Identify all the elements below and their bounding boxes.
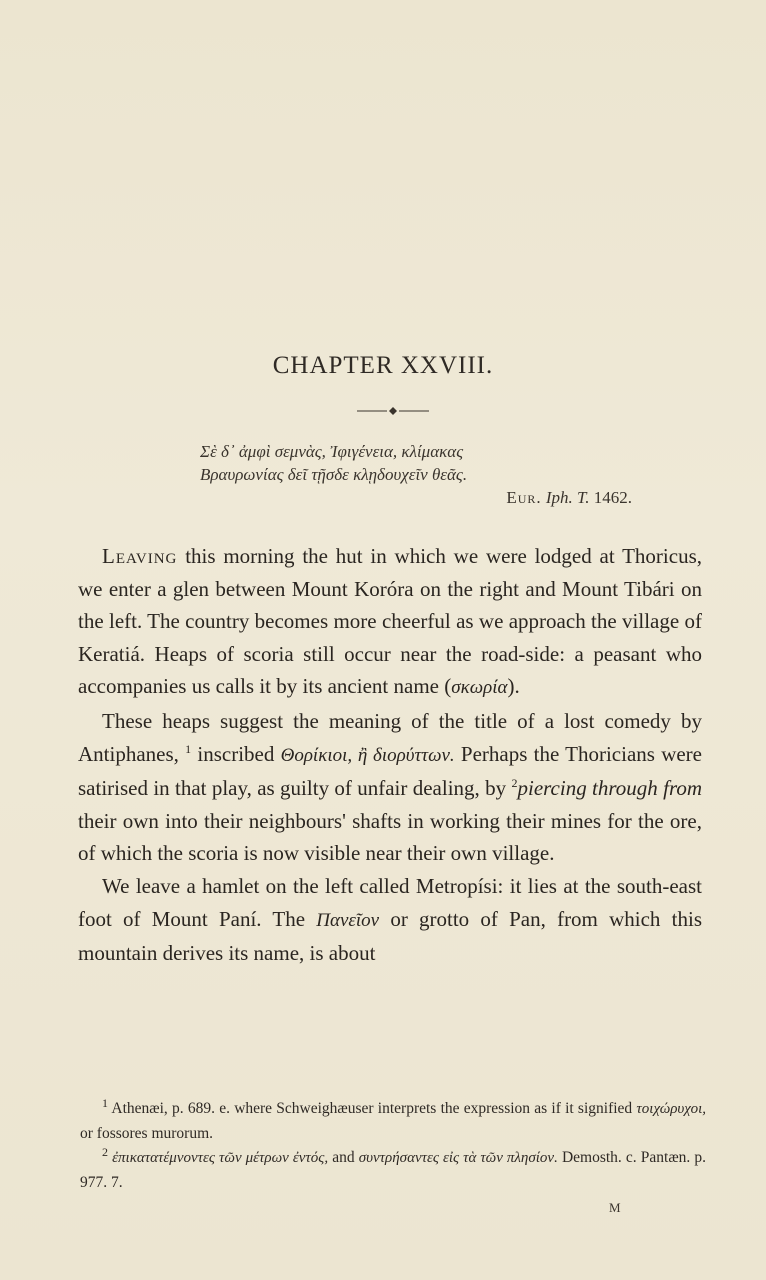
chapter-title: CHAPTER XXVIII.	[272, 352, 494, 379]
paragraph-lead-word: Leaving	[102, 544, 178, 568]
greek-term-scoria: σκωρία	[451, 677, 508, 699]
ornament-divider-icon	[357, 404, 429, 418]
paragraph-2-part-d: their own into their neighbours' shafts in working their mines for the ore, of which the scoria is now visible near their own village.	[78, 808, 702, 866]
epigraph-line-1: Σὲ δ᾽ ἀμφὶ σεμνὰς, Ἰφιγένεια, κλίμακας	[200, 442, 464, 461]
footnote-2-number: 2	[102, 1144, 108, 1159]
greek-title-thorikioi: Θορίκιοι, ἢ διορύττων.	[280, 744, 455, 766]
footnote-ref-1: 1	[185, 741, 192, 756]
footnote-1-text-b: or fossores murorum.	[80, 1124, 214, 1142]
paragraph-3	[78, 870, 702, 970]
footnote-1	[80, 1097, 706, 1146]
paragraph-1-end: ).	[507, 674, 520, 699]
paragraph-1	[78, 540, 702, 705]
paragraph-3-part-b: or grotto of Pan, from which this mountain derives its name, is about	[78, 906, 702, 966]
paragraph-2-part-c: Perhaps the Thoricians were satirised in that play, as guilty of unfair dealing, by	[78, 741, 702, 801]
footnote-2-and: and	[332, 1149, 355, 1166]
epigraph-source	[200, 486, 640, 509]
epigraph	[200, 440, 640, 509]
footnote-ref-2: 2	[511, 776, 518, 791]
footnote-1-number: 1	[102, 1095, 108, 1110]
footnote-2-greek-2: συντρήσαντες εἰς τὰ τῶν πλησίον.	[358, 1150, 558, 1166]
signature-mark: M	[609, 1200, 621, 1215]
footnote-2	[80, 1146, 706, 1195]
paragraph-2	[78, 705, 702, 870]
epigraph-source-work: Iph. T.	[545, 488, 590, 507]
paragraph-2-part-a: These heaps suggest the meaning of the title of a lost comedy by Antiphanes,	[78, 708, 702, 766]
footnote-1-text-a: Athenæi, p. 689. e. where Schweighæuser interprets the expression as if it signified	[111, 1100, 633, 1117]
italic-phrase: piercing through from	[517, 776, 702, 801]
epigraph-source-line: 1462.	[593, 488, 632, 507]
paragraph-1-text: this morning the hut in which we were lodged at Thoricus, we enter a glen between Mount Koróra on the right and Mount Tibári on the left. The country becomes more cheerful as we approach the village of Keratiá. Heaps of scoria still occur near the road-side: a peasant who accompanies us calls it by its ancient name (	[78, 544, 703, 699]
footnote-2-greek-1: ἐπικατατέμνοντες τῶν μέτρων ἐντός,	[112, 1150, 329, 1166]
greek-term-paneion: Πανεῖον	[316, 909, 380, 931]
footnotes	[80, 1097, 706, 1195]
epigraph-line-2: Βραυρωνίας δεῖ τῇσδε κλῃδουχεῖν θεᾶς.	[200, 465, 468, 484]
epigraph-source-author: Eur.	[506, 488, 542, 507]
body-text	[78, 540, 702, 970]
paragraph-3-part-a: We leave a hamlet on the left called Metropísi: it lies at the south-east foot of Mount Paní. The	[78, 873, 702, 931]
paragraph-2-part-b: inscribed	[197, 741, 275, 766]
footnote-1-greek: τοιχώρυχοι,	[636, 1101, 706, 1117]
footnote-2-text: Demosth. c. Pantæn. p. 977. 7.	[80, 1149, 707, 1191]
